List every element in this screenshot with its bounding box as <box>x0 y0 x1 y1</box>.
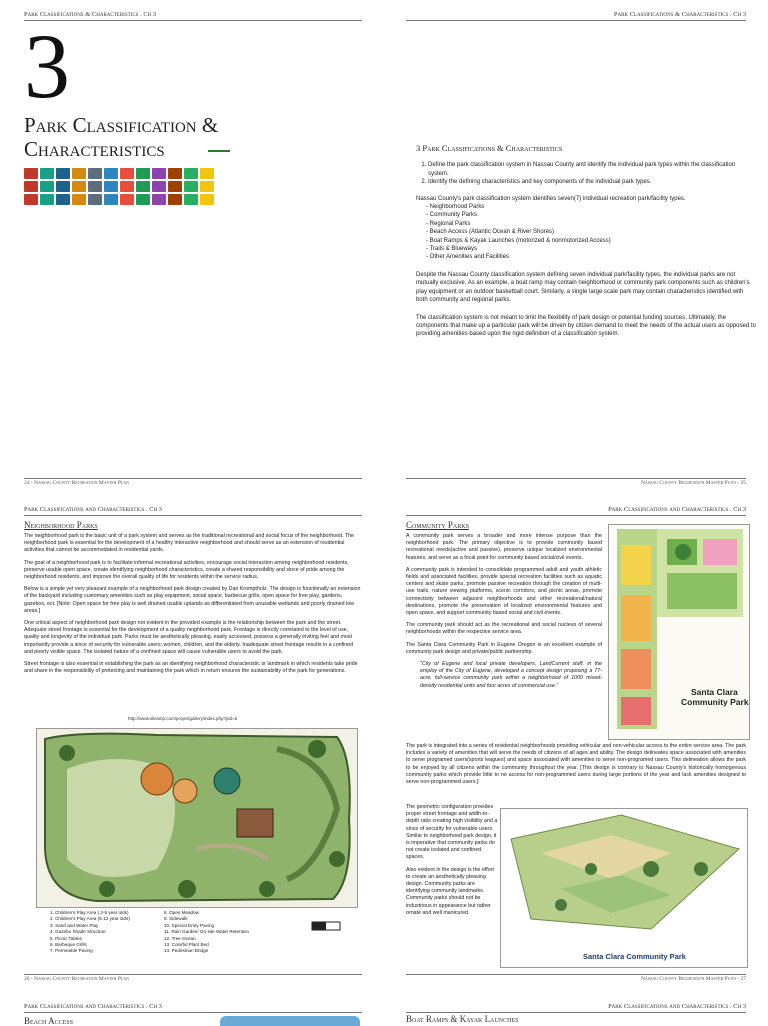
recreation-activity-icon <box>24 181 38 192</box>
recreation-activity-icon <box>88 194 102 205</box>
plan-legend-right <box>164 910 249 955</box>
page27-header: Park Classifications and Characteristics . Ch 3 <box>608 506 746 513</box>
recreation-activity-icon <box>104 168 118 179</box>
recreation-activity-icon <box>168 194 182 205</box>
page29-header: Park Classifications and Characteristics . Ch 3 <box>608 1003 746 1010</box>
community-parks-text <box>406 533 602 695</box>
recreation-icons-grid <box>24 168 224 205</box>
beach-access-image <box>220 1016 360 1026</box>
page24-footer: 24 - Nassau County Recreation Master Plan <box>24 480 130 486</box>
legend-item: 6. Barbeque Grills <box>50 942 87 948</box>
recreation-activity-icon <box>56 194 70 205</box>
recreation-activity-icon <box>72 168 86 179</box>
recreation-activity-icon <box>168 168 182 179</box>
page25-body <box>416 144 756 348</box>
neighborhood-parks-text <box>24 533 362 680</box>
legend-item: 10. Special Entry Paving <box>164 922 215 928</box>
boat-ramps-title: Boat Ramps & Kayak Launches <box>406 1014 519 1024</box>
legend-item: 13. Colorful Plant Bed <box>164 942 209 948</box>
chapter-title-line-1: Park Classification & <box>24 113 219 137</box>
neighborhood-parks-title: Neighborhood Parks <box>24 520 98 530</box>
legend-item: 12. Tree Ocean <box>164 935 196 941</box>
legend-item: 7. Permeable Paving <box>50 948 93 954</box>
park-type-item: - Regional Parks <box>426 220 756 228</box>
page27-footer: Nassau County Recreation Master Plan - 27 <box>640 976 746 982</box>
park-type-item: - Neighborhood Parks <box>426 203 756 211</box>
park-type-item: - Beach Access (Atlantic Ocean & River Shores) <box>426 228 756 236</box>
plan-legend-left <box>50 910 130 955</box>
body-paragraph: A community park serves a broader and more intense purpose than the neighborhood park. The primary objective is to provide community based recreational needs(active and passive), preserve unique localized environmental features, and serve as a focal point for community based social/civil events. <box>406 533 602 561</box>
objective-item: 1. Define the park classification system in Nassau County and identify the individual park types within the classification system. <box>428 161 756 178</box>
park-type-item: - Boat Ramps & Kayak Launches (motorized & nonmotorized Access) <box>426 237 756 245</box>
recreation-activity-icon <box>200 168 214 179</box>
recreation-activity-icon <box>184 168 198 179</box>
legend-item: 9. Sidewalk <box>164 916 188 922</box>
recreation-activity-icon <box>88 181 102 192</box>
body-paragraph: The geometric configuration provides proper street frontage and width-to-depth ratio creating high visibility and a since of security for vulnerable users. Similar to neighborhood park design, it is imperative that community parks do not create isolated and confined spaces. <box>406 804 498 861</box>
page25-footer-rule <box>406 478 746 479</box>
park-type-item: - Trails & Blueways <box>426 245 756 253</box>
scale-bar <box>310 918 342 932</box>
title-accent-line <box>208 150 230 152</box>
classification-intro: Nassau County's park classification system identifies seven(7) individual recreation park/facility types. <box>416 195 686 202</box>
park-type-item: - Other Amenities and Facilities <box>426 253 756 261</box>
body-paragraph: The park is integrated into a series of residential neighborhoods providing vehicular and non-vehicular access to the entire service area. The park includes a variety of amenities that will serve the needs of citizens of all ages and ability. The design delineates space associated with amenities to serve programed users(sports leagues) and space associated with amenities to serve non-programed users. This delineation allows the park to be enjoyed by all citizens within the community throughout the year. [This design is contrary to Nassau County's historically homogenous community parks which provide little to no access for non-programmed users during large portions of the year and lack amenities designed to serve non-programmed users.] <box>406 743 746 786</box>
community-parks-title: Community Parks <box>406 520 469 530</box>
classification-paragraph: Despite the Nassau County classification system defining seven individual park/facility types, the individual parks are not mutually exclusive. As an example, a boat ramp may contain neighborhood or community park components such as children's play equipment or an outdoor basketball court. Similarly, a single large scale park may contain characteristics identified with both community and regional parks. <box>416 271 750 304</box>
page29-header-rule <box>406 1012 746 1013</box>
body-paragraph: Street frontage is also essential in establishing the park as an identifying neighborhood characteristic or landmark in which residents take pride and share in the responsibility of protecting and maintaining the park which in return ensures the sustainability of the park for generations. <box>24 661 358 675</box>
legend-item: 2. Children's Play Area (5-12 year olds) <box>50 916 130 922</box>
neighborhood-park-plan-image <box>36 728 358 908</box>
legend-item: 14. Pedestrian Bridge <box>164 948 209 954</box>
page28-header-rule <box>24 1012 362 1013</box>
body-paragraph: A community park is intended to consolidate programmed adult and youth athletic fields and associated facilities, provide special recreation facilities such as aquatic centers and skate parks, promote passive recreation through the creation of multi-use trails, nature viewing platforms, scenic corridors, and picnic areas, promote connectivity between adjacent neighborhoods and other recreational/natural destinations, promote the preservation of localized environmental features and open space, and support community based social and civil events. <box>406 566 602 617</box>
recreation-activity-icon <box>40 194 54 205</box>
body-paragraph: The goal of a neighborhood park is to facilitate informal recreational activities, encourage social interaction among neighborhood residents, preserve usable open space, create identifying neighborhood characteristics, create a shared responsibility and since of pride among the neighborhood residents, and improve the overall quality of life for residents within the service radius. <box>24 559 349 581</box>
recreation-activity-icon <box>120 181 134 192</box>
chapter-number: 3 <box>24 15 70 117</box>
community-parks-wide-text <box>406 743 746 791</box>
recreation-activity-icon <box>184 194 198 205</box>
classification-paragraph: The classification system is not meant to limit the flexibility of park design or potential funding sources. Ultimately, the components that make up a particular park will be driven by citizen demand to meet the needs of the actual users as opposed to providing amenities based upon the rigid definition of a classification system. <box>416 314 756 338</box>
recreation-activity-icon <box>136 168 150 179</box>
recreation-activity-icon <box>40 168 54 179</box>
objective-item: 2. Identify the defining characteristics and key components of the individual park types. <box>428 178 756 186</box>
body-paragraph: The Santa Clara Community Park in Eugene Oregon is an excellent example of community park design and private/public partnership. <box>406 641 602 655</box>
recreation-activity-icon <box>168 181 182 192</box>
recreation-activity-icon <box>56 181 70 192</box>
chapter-title-line-2: Characteristics <box>24 137 165 161</box>
recreation-activity-icon <box>184 181 198 192</box>
plan-label-1: Santa Clara <box>691 687 738 697</box>
recreation-activity-icon <box>152 194 166 205</box>
legend-item: 4. Gazebo Shade Structure <box>50 929 106 935</box>
recreation-activity-icon <box>120 194 134 205</box>
page25-subtitle: 3 Park Classifications & Characteristics <box>416 143 563 153</box>
recreation-activity-icon <box>136 181 150 192</box>
santa-clara-plan-image <box>608 524 750 740</box>
legend-item: 8. Open Meadow <box>164 910 199 915</box>
page24-header-rule <box>24 20 362 21</box>
recreation-activity-icon <box>120 168 134 179</box>
body-paragraph: Also evident in the design is the effort to create an aesthetically pleasing design. Community parks are identifying community landmarks. Community parks should not be industrious in appearance but rather ornate and well manicured. <box>406 866 494 916</box>
source-url: http://www.dkramp.com/projectgallery/index.php?pid=6 <box>128 716 238 721</box>
recreation-activity-icon <box>72 181 86 192</box>
page26-header-rule <box>24 515 362 516</box>
plan-label-2: Community Park <box>681 697 749 707</box>
legend-item: 1. Children's Play Area ( 2-5 year olds) <box>50 910 129 915</box>
page27-footer-rule <box>406 974 746 975</box>
recreation-activity-icon <box>200 194 214 205</box>
page25-header-rule <box>406 20 746 21</box>
legend-item: 11. Rain Garden/ On-site Water Retention <box>164 929 250 935</box>
body-paragraph: Below is a simple yet very pleasant example of a neighborhood park design created by Dan Kromptholz. The design is functionally an extension of the backyard including customary amenities such as play equipment, social space, barbecue grills, open space for free play, gardens, gazebos, ect. [Note: Open space for free play is well drained usable uplands as differentiated from unusable wetlands and poorly drained low areas.] <box>24 586 361 614</box>
recreation-activity-icon <box>152 168 166 179</box>
community-parks-narrow-text <box>406 804 498 922</box>
park-type-item: - Community Parks <box>426 211 756 219</box>
beach-access-title: Beach Access <box>24 1016 73 1026</box>
page26-footer: 26 - Nassau County Recreation Master Plan <box>24 976 130 982</box>
recreation-activity-icon <box>104 194 118 205</box>
page26-footer-rule <box>24 974 362 975</box>
page25-header: Park Classifications & Characteristics . Ch 3 <box>613 11 746 18</box>
recreation-activity-icon <box>152 181 166 192</box>
recreation-activity-icon <box>40 181 54 192</box>
chapter-title <box>24 113 218 161</box>
page24-header: Park Classifications & Characteristics . Ch 3 <box>24 11 157 18</box>
recreation-activity-icon <box>24 168 38 179</box>
recreation-activity-icon <box>56 168 70 179</box>
legend-item: 5. Picnic Tables <box>50 935 82 941</box>
page28-header: Park Classifications and Characteristics . Ch 3 <box>24 1003 162 1010</box>
objectives-list <box>416 161 756 186</box>
recreation-activity-icon <box>136 194 150 205</box>
page25-footer: Nassau County Recreation Master Plan - 25 <box>640 480 746 486</box>
legend-item: 3. Sand and Water Play <box>50 922 99 928</box>
recreation-activity-icon <box>200 181 214 192</box>
body-paragraph: One critical aspect of neighborhood park design not evident in the provided example is the relationship between the park and the street. Adequate street frontage is essential for the development of a quality neighborhood park. Frontage is directly correlated to the level of use, quality and longevity of the individual park. Parks must be aesthetically pleasing, easily accessed, possess a generally inviting feel and most importantly provide a since of security for vulnerable users; women, children, and the elderly. Inadequate street frontage results in a confined and poorly visible space. The isolated nature of a confined space will cause vulnerable users to avoid the park. <box>24 620 354 655</box>
page26-header: Park Classifications and Characteristics . Ch 3 <box>24 506 162 513</box>
santa-clara-rendering-image <box>500 808 748 968</box>
page24-footer-rule <box>24 478 362 479</box>
project-quote: "City of Eugene and local private developers, LandCurrent staff, in the employ of the City of Eugene, developed a concept design proposing a 77-acre, full-service community park within a neighborhood of 1000 mixed-density residential units and four acres of commercial use." <box>420 661 602 689</box>
park-types-list <box>416 203 756 262</box>
recreation-activity-icon <box>88 168 102 179</box>
page27-header-rule <box>406 515 746 516</box>
body-paragraph: The neighborhood park is the basic unit of a park system and serves as the traditional recreational and social focus of the neighborhood. The neighborhood park is essential for the development of a healthy interactive neighborhood and should serve as an extension of residential activities that cannot be accommodated in residential yards. <box>24 533 354 554</box>
recreation-activity-icon <box>104 181 118 192</box>
body-paragraph: The community park should act as the recreational and social nucleus of several neighborhoods within the respective service area. <box>406 622 602 636</box>
rendering-label: Santa Clara Community Park <box>583 952 686 961</box>
recreation-activity-icon <box>72 194 86 205</box>
recreation-activity-icon <box>24 194 38 205</box>
